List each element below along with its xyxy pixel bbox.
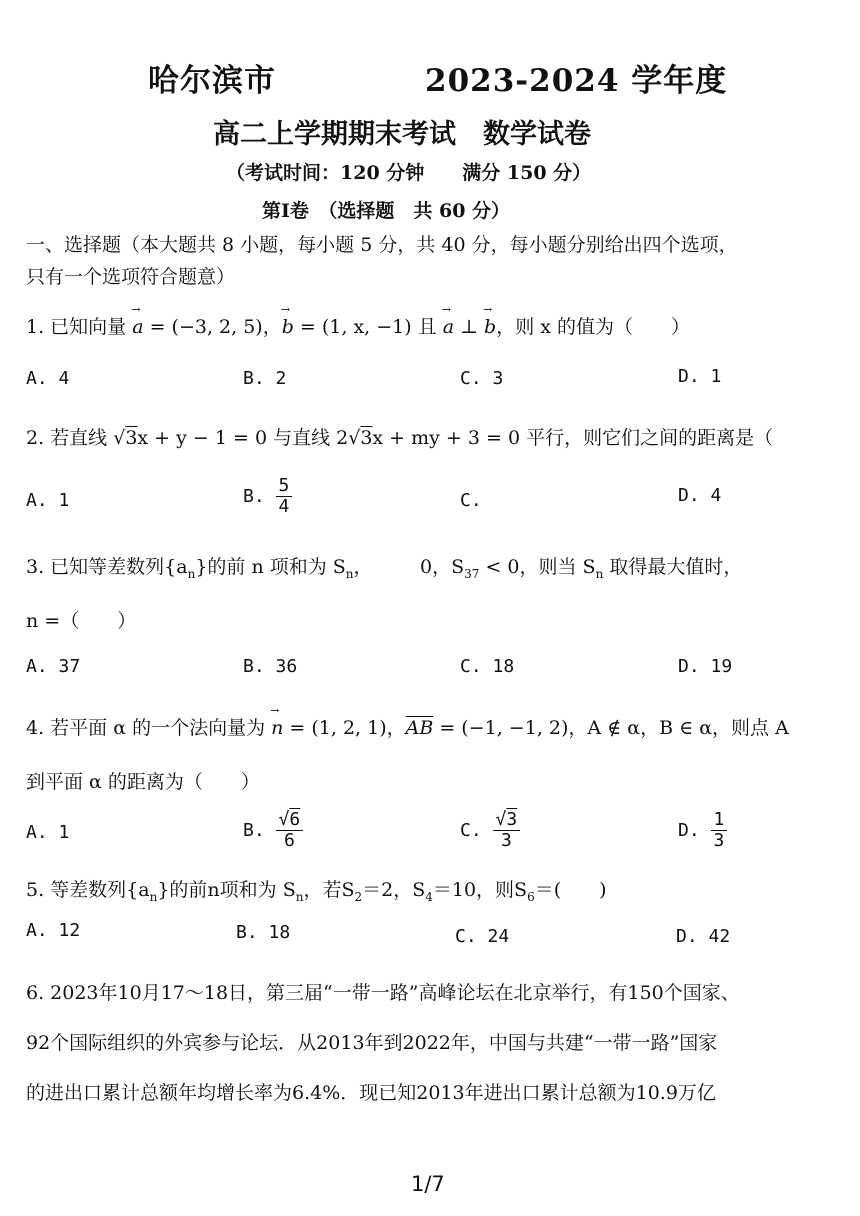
q3-option-d: D. 19 [678, 656, 733, 677]
q3-option-c: C. 18 [460, 656, 515, 677]
q4-option-c: C. $\frac{√3}{3}$ [460, 810, 520, 851]
question-1-stem: 1. 已知向量 → a = (−3, 2, 5)，→ b = (1, x, −1) 且 → a ⊥ → b，则 x 的值为（ ） [26, 312, 690, 339]
q1-option-c: C. 3 [460, 368, 504, 389]
q3-option-a: A. 37 [26, 656, 81, 677]
exam-time-info: （考试时间：120 分钟 满分 150 分） [226, 162, 592, 184]
q5-option-b: B. 18 [236, 922, 291, 943]
question-3-stem-line2: n =（ ） [26, 610, 137, 632]
q1-option-b: B. 2 [243, 368, 287, 389]
q4-option-b: B. $\frac{√6}{6}$ [243, 810, 303, 851]
q2-option-c: C. [460, 490, 482, 511]
q4-option-b-fraction: $\frac{√6}{6}$ [276, 810, 304, 851]
q4-option-d-fraction: $\frac{1}{3}$ [711, 810, 728, 851]
volume-heading: 第Ⅰ卷 （选择题 共 60 分） [262, 200, 511, 222]
question-5-stem: 5. 等差数列$\{a_n\}$的前n项和为 $S_n$，若$S_2=2$，$S_4=10$，则$S_6=$( ) [26, 879, 607, 904]
question-6-line2: 92个国际组织的外宾参与论坛．从2013年到2022年，中国与共建“一带一路”国家 [26, 1032, 718, 1054]
q2-option-a: A. 1 [26, 490, 70, 511]
section-instructions-line2: 只有一个选项符合题意） [26, 266, 236, 288]
q5-option-a: A. 12 [26, 920, 81, 941]
question-6-line1: 6. 2023年10月17～18日，第三届“一带一路”高峰论坛在北京举行，有150个国家、 [26, 982, 740, 1004]
city-title: 哈尔滨市 [148, 63, 276, 99]
question-4-stem-line2: 到平面 α 的距离为（ ） [26, 771, 260, 793]
q1-option-d: D. 1 [678, 366, 722, 387]
q2-option-d: D. 4 [678, 485, 722, 506]
q4-option-a: A. 1 [26, 822, 70, 843]
q4-option-c-fraction: $\frac{√3}{3}$ [493, 810, 521, 851]
question-2-stem: 2. 若直线 √3x + y − 1 = 0 与直线 2√3x + my + 3 = 0 平行，则它们之间的距离是（ [26, 427, 774, 449]
question-4-stem: 4. 若平面 α 的一个法向量为 → n = (1, 2, 1)，$\overline{AB} = (-1$, −1, 2)，A ∉ α，B ∈ α，则点 A [26, 713, 789, 740]
page-number: 1/7 [411, 1172, 445, 1196]
school-year-title: 2023-2024 学年度 [425, 63, 728, 99]
q2-option-b-fraction: $\frac{5}{4}$ [276, 476, 293, 517]
q5-option-d: D. 42 [676, 926, 731, 947]
q3-option-b: B. 36 [243, 656, 298, 677]
exam-title: 高二上学期期末考试 数学试卷 [213, 119, 591, 150]
q1-option-a: A. 4 [26, 368, 70, 389]
q4-option-d: D. $\frac{1}{3}$ [678, 810, 727, 851]
question-6-line3: 的进出口累计总额年均增长率为6.4%．现已知2013年进出口累计总额为10.9万亿 [26, 1082, 716, 1104]
section-instructions-line1: 一、选择题（本大题共 8 小题，每小题 5 分，共 40 分，每小题分别给出四个选项， [26, 234, 738, 256]
q5-option-c: C. 24 [455, 926, 510, 947]
q2-option-b: B. $\frac{5}{4}$ [243, 476, 292, 517]
question-3-stem: 3. 已知等差数列$\{a_n\}$的前 n 项和为 $S_n$， 0，$S_{37} < 0$，则当 $S_n$ 取得最大值时， [26, 556, 743, 581]
